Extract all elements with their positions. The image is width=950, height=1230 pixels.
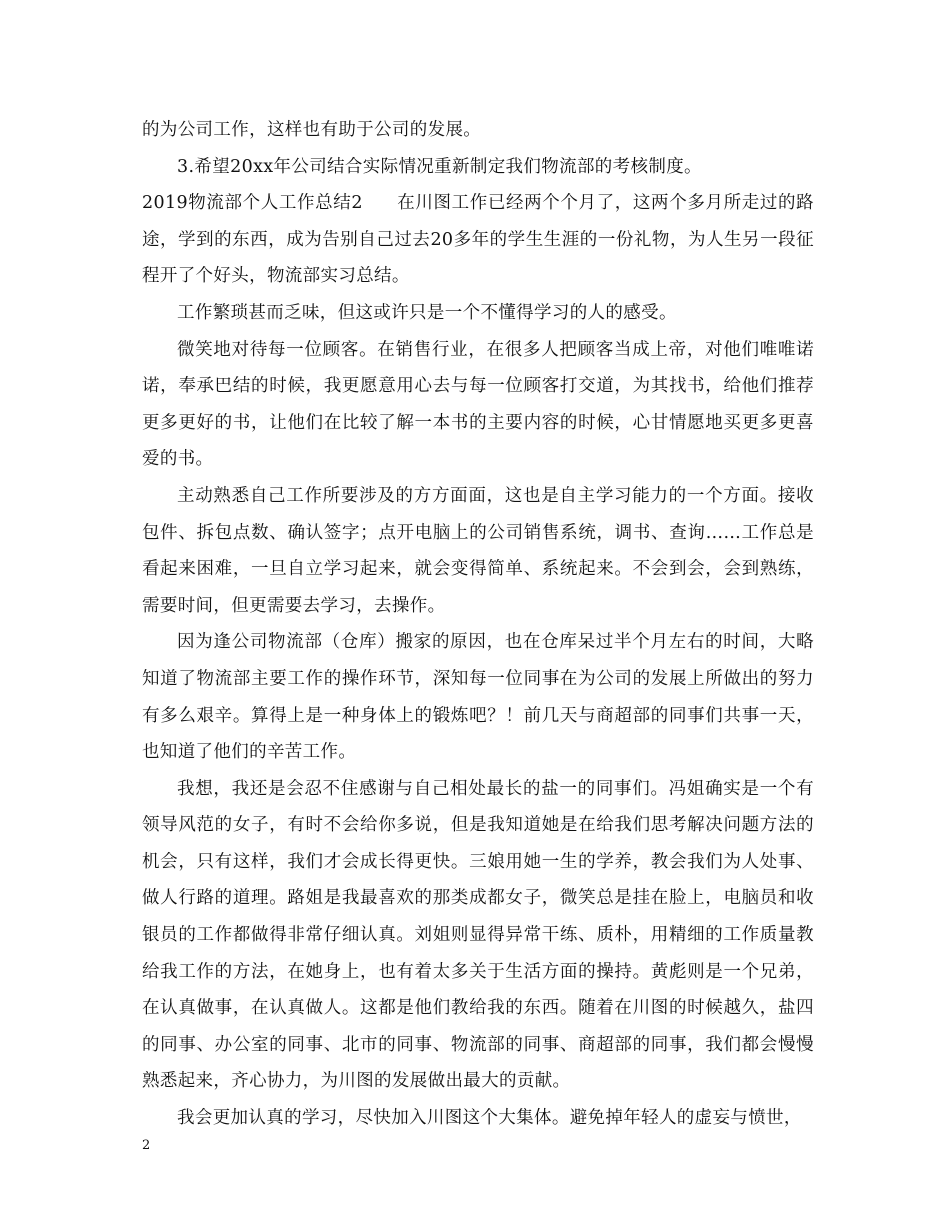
paragraph-thank-colleagues: 我想，我还是会忍不住感谢与自己相处最长的盐一的同事们。冯姐确实是一个有领导风范的女子，有时不会给你多说，但是我知道她是在给我们思考解决问题方法的机会，只有这样，我们才会成长得更快。三娘用她一生的学养，教会我们为人处事、做人行路的道理。路姐是我最喜欢的那类成都女子，微笑总是挂在脸上，电脑员和收银员的工作都做得非常仔细认真。刘姐则显得异常干练、质朴，用精细的工作质量教给我工作的方法，在她身上，也有着太多关于生活方面的操持。黄彪则是一个兄弟，在认真做事，在认真做人。这都是他们教给我的东西。随着在川图的时候越久，盐四的同事、办公室的同事、北市的同事、物流部的同事、商超部的同事，我们都会慢慢熟悉起来，齐心协力，为川图的发展做出最大的贡献。	[142, 778, 814, 1092]
paragraph-smile-customers: 微笑地对待每一位顾客。在销售行业，在很多人把顾客当成上帝，对他们唯唯诺诺，奉承巴结的时候，我更愿意用心去与每一位顾客打交道，为其找书，给他们推荐更多更好的书，让他们在比较了解一本书的主要内容的时候，心甘情愿地买更多更喜爱的书。	[142, 339, 814, 470]
paragraph-item-3: 3.希望20xx年公司结合实际情况重新制定我们物流部的考核制度。	[177, 156, 702, 177]
paragraph-warehouse-move: 因为逢公司物流部（仓库）搬家的原因，也在仓库呆过半个月左右的时间，大略知道了物流部主要工作的操作环节，深知每一位同事在为公司的发展上所做出的努力有多么艰辛。算得上是一种身体上的锻炼吧？！前几天与商超部的同事们共事一天，也知道了他们的辛苦工作。	[142, 632, 814, 763]
paragraph-continuation: 的为公司工作，这样也有助于公司的发展。	[142, 120, 482, 140]
section-heading-paragraph	[142, 185, 814, 295]
document-body	[142, 112, 814, 1137]
paragraph-work-tedious: 工作繁琐甚而乏味，但这或许只是一个不懂得学习的人的感受。	[177, 302, 677, 323]
paragraph-self-learning: 主动熟悉自己工作所要涉及的方方面面，这也是自主学习能力的一个方面。接收包件、拆包点数、确认签字；点开电脑上的公司销售系统，调书、查询……工作总是看起来困难，一旦自立学习起来，就会变得简单、系统起来。不会到会，会到熟练，需要时间，但更需要去学习，去操作。	[142, 485, 814, 616]
section-title: 2019物流部个人工作总结2	[142, 193, 363, 214]
page-number: 2	[142, 1138, 151, 1153]
section-intro: 在川图工作已经两个个月了，这两个多月所走过的路途，学到的东西，成为告别自己过去20多年的学生生涯的一份礼物，为人生另一段征程开了个好头，物流部实习总结。	[142, 193, 814, 287]
paragraph-future-learning: 我会更加认真的学习，尽快加入川图这个大集体。避免掉年轻人的虚妄与愤世，	[177, 1108, 802, 1129]
